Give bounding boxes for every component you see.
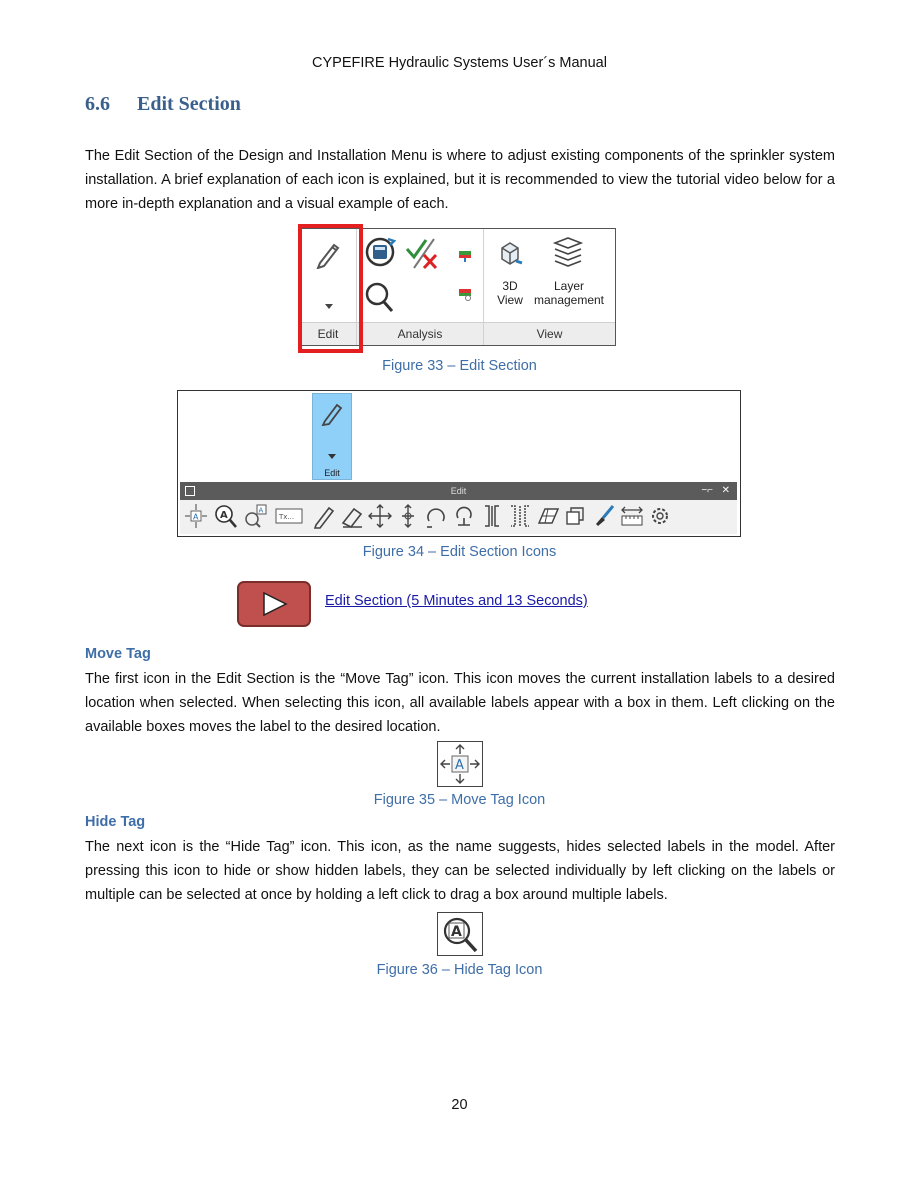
edit-icons-screenshot bbox=[177, 390, 741, 537]
figure35-caption: Figure 35 – Move Tag Icon bbox=[373, 792, 546, 808]
figure34-caption: Figure 34 – Edit Section Icons bbox=[362, 544, 557, 560]
dropdown-arrow-icon bbox=[328, 454, 336, 459]
svg-text:A: A bbox=[451, 924, 462, 940]
move-tag-paragraph: The first icon in the Edit Section is the “Move Tag” icon. This icon moves the current installation labels to a desired location when selected. When selecting this icon, all available labels appear with a box in them. Left clicking on the available boxes moves the label to the desired location. bbox=[85, 671, 835, 735]
pencil-icon bbox=[320, 400, 344, 426]
figure36-caption: Figure 36 – Hide Tag Icon bbox=[376, 962, 543, 978]
copy-icon bbox=[564, 503, 588, 529]
section-heading bbox=[85, 93, 241, 116]
edit-toolbar bbox=[180, 500, 737, 534]
figure33-caption: Figure 33 – Edit Section bbox=[382, 358, 537, 374]
running-header: CYPEFIRE Hydraulic Systems User´s Manual bbox=[312, 55, 607, 71]
move-tag-heading: Move Tag bbox=[85, 646, 151, 662]
edit-highlight-box bbox=[298, 224, 363, 353]
close-icon: ✕ bbox=[721, 485, 730, 496]
pencil-edit-icon bbox=[312, 503, 336, 529]
hide-tag-heading: Hide Tag bbox=[85, 814, 146, 830]
page-number: 20 bbox=[451, 1097, 468, 1113]
intro-paragraph: The Edit Section of the Design and Installation Menu is where to adjust existing components of the sprinkler system installation. A brief explanation of each icon is explained, but it is recommended to view the tutorial video below for a more in-depth explanation and a visual example of each. bbox=[85, 148, 835, 212]
hide-tag-paragraph: The next icon is the “Hide Tag” icon. This icon, as the name suggests, hides selected labels in the model. After pressing this icon to hide or show hidden labels, they can be selected individually by left clicking on the labels or multiple can be selected at once by holding a left click to drag a box around multiple labels. bbox=[85, 839, 835, 903]
magnifier-icon bbox=[364, 281, 394, 313]
group-separator bbox=[483, 229, 484, 345]
svg-text:A: A bbox=[220, 510, 228, 521]
toolbar-title: Edit bbox=[450, 486, 467, 496]
move-vertical-icon bbox=[396, 503, 420, 529]
brush-icon bbox=[592, 503, 616, 529]
svg-text:A: A bbox=[258, 506, 264, 515]
split-icon bbox=[480, 503, 504, 529]
join-icon bbox=[508, 503, 532, 529]
analysis-group-label: Analysis bbox=[357, 322, 483, 345]
hide-tag-icon bbox=[438, 913, 482, 955]
eraser-icon bbox=[340, 503, 364, 529]
hide-tag-figure bbox=[437, 912, 483, 956]
section-number: 6.6 bbox=[85, 93, 110, 115]
find-tag-icon bbox=[244, 503, 268, 529]
edit-button bbox=[312, 393, 352, 480]
svg-text:Tx...: Tx... bbox=[279, 513, 295, 521]
view3d-label: 3D View bbox=[497, 279, 523, 307]
hide-tag-icon bbox=[214, 503, 238, 529]
check-results-icon bbox=[404, 237, 440, 271]
rotate-pivot-icon bbox=[452, 503, 476, 529]
section-title: Edit Section bbox=[137, 93, 241, 115]
text-tag-icon bbox=[274, 503, 304, 529]
move-icon bbox=[368, 503, 392, 529]
layers-icon bbox=[551, 235, 585, 271]
slab-icon bbox=[536, 503, 560, 529]
small-report-icon bbox=[458, 287, 472, 301]
video-play-button[interactable] bbox=[237, 581, 311, 627]
pin-icon: −⌐ bbox=[701, 485, 713, 496]
move-tag-icon bbox=[438, 742, 482, 786]
layer-management-label: Layer management bbox=[533, 279, 605, 307]
measure-icon bbox=[620, 503, 644, 529]
svg-text:A: A bbox=[193, 512, 199, 522]
edit-button-label: Edit bbox=[324, 468, 340, 478]
cube-3d-icon bbox=[496, 239, 524, 267]
move-tag-icon bbox=[184, 503, 208, 529]
play-icon bbox=[261, 591, 289, 617]
gear-icon bbox=[648, 503, 672, 529]
video-link[interactable]: Edit Section (5 Minutes and 13 Seconds) bbox=[325, 593, 588, 609]
calculate-icon bbox=[364, 235, 398, 269]
edit-toolbar-titlebar bbox=[180, 482, 737, 500]
move-tag-figure bbox=[437, 741, 483, 787]
view-group-label: View bbox=[484, 322, 615, 345]
small-results-icon bbox=[458, 249, 472, 263]
edit-group-label: Edit bbox=[300, 322, 356, 345]
rotate-icon bbox=[424, 503, 448, 529]
svg-text:A: A bbox=[455, 758, 464, 773]
